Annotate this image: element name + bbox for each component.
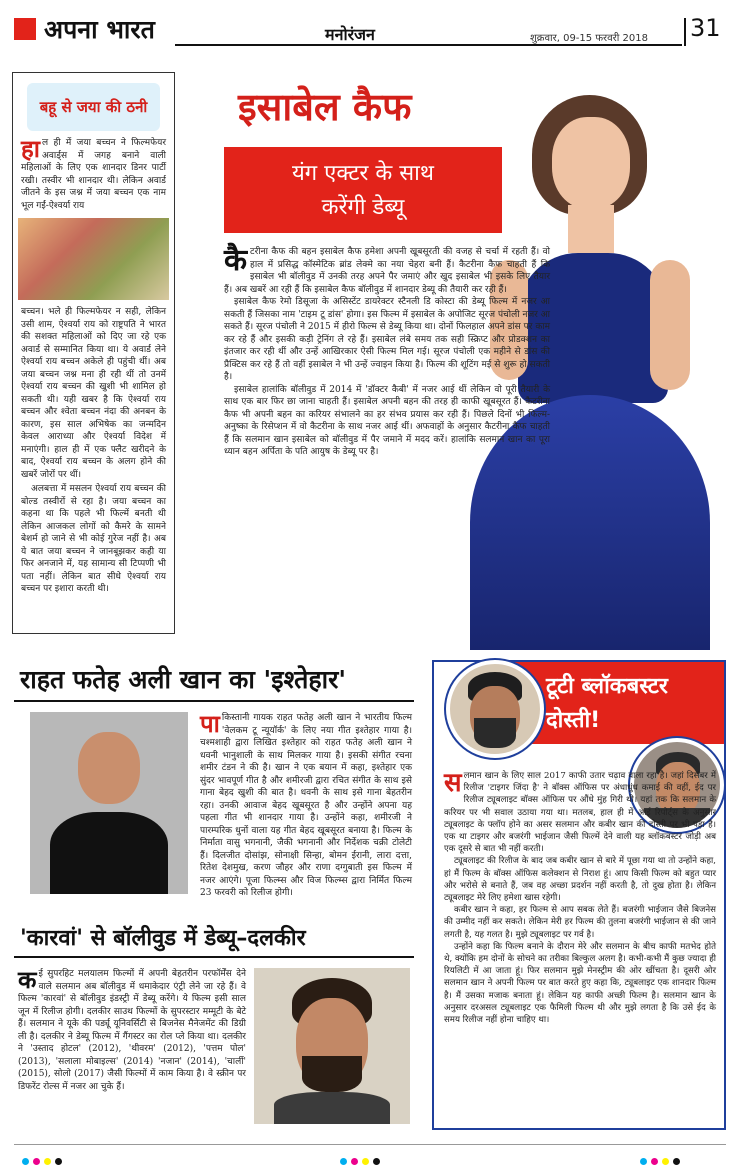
rahat-drop-cap: पा xyxy=(200,709,220,738)
footer-rule xyxy=(14,1144,726,1145)
main-story-para-2: इसाबेल कैफ रेमो डिसूजा के असिस्टेंट डायरेक्टर स्टैनली डि कोस्टा की डेब्यू फिल्म में नजर आ सकती हैं जिसका नाम 'टाइम टू डांस' होगा। इस फिल्म में इसाबेल के अपोजिट सूरज पंचोली नजर आ सकते हैं। सूरज पंचोली ने 2015 में हीरो फिल्म से डेब्यू किया था। दोनों फिलहाल अपने डांस पर काम कर रहे हैं और इसकी कड़ी ट्रेनिंग ले रहे हैं। इसाबेल लंबे समय तक सही स्क्रिप्ट और प्रोडक्शन का इंतजार कर रही थीं और उन्हें आखिरकार ऐसी फिल्म मिल गई। सूरज पंचोली एक महीने से डांस की प्रैक्टिस कर रहे हैं तो वहीं इसाबेल ने भी उन्हें ज्वाइन किया है। फिल्म की शूटिंग मई से शुरू हो सकती है। xyxy=(224,297,551,382)
jaya-party-photo xyxy=(18,218,169,300)
kabir-khan-photo xyxy=(446,660,544,758)
sidebar-box xyxy=(12,72,175,634)
sidebar-title-banner xyxy=(27,83,160,131)
main-story-subtitle-line-1: यंग एक्टर के साथ xyxy=(292,161,434,186)
salman-para-4: उन्होंने कहा कि फिल्म बनाने के दौरान मेरे और सलमान के बीच काफी मतभेद होते थे, क्योंकि हम दोनों के सोचने का तरीका बिल्कुल अलग है। कभी-कभी मैं कुछ ज्यादा ही रियलिटी में आ जाता हूं। फिर सलमान मुझे मेनस्ट्रीम की ओर खींचता है। दूसरी ओर सलमान खान ने अपनी फिल्म पर बात करते हुए कहा कि, ट्यूबलाइट एक शानदार फिल्म है। मैं उसका मजाक बनाता हूं। लेकिन यह काफी अच्छी फिल्म है। सलमान खान के अनुसार दरअसल ट्यूबलाइट एक फैमिली फिल्म थी और मुझे लगता है कि उसे ईद के समय रिलीज नहीं होना चाहिए था। xyxy=(444,941,716,1026)
sidebar-para-1: ल ही में जया बच्चन ने फिल्मफेयर अवार्ड्स में जगह बनाने वाली महिलाओं के लिए एक शानदार डिनर पार्टी रखी। तस्वीर भी शानदार थी। लेकिन अवार्ड जीतने के इस जश्न में जया बच्चन एक नाम भूल गईं-ऐश्वर्या राय xyxy=(21,138,166,211)
main-story-subtitle-box xyxy=(224,147,502,233)
sidebar-drop-cap: हा xyxy=(21,134,40,163)
page-number-divider xyxy=(684,18,686,46)
brand-name: अपना भारत xyxy=(44,15,155,44)
salman-drop-cap: स xyxy=(444,768,462,798)
rahat-title-rule xyxy=(14,700,414,702)
salman-title-line-1: टूटी ब्लॉकबस्टर xyxy=(546,674,668,699)
karwaan-drop-cap: क xyxy=(18,965,37,994)
rahat-story-body xyxy=(200,709,412,900)
brand-square-icon xyxy=(14,18,36,40)
main-story-drop-cap: कै xyxy=(224,243,248,278)
salman-para-2: ट्यूबलाइट की रिलीज के बाद जब कबीर खान से बारे में पूछा गया था तो उन्होंने कहा, हां मैं फिल्म के बॉक्स ऑफिस कलेक्शन से निराश हूं। आप किसी फिल्म को बहुत प्यार और भरोसे से बनाते हैं, जब वह अच्छा प्रदर्शन नहीं करती है, तो दुख होता है। लेकिन ट्यूबलाइट मेरे लिए हमेशा खास रहेगी। xyxy=(444,856,716,904)
header-rule xyxy=(175,44,682,46)
salman-story-body xyxy=(444,770,716,1026)
karwaan-story-title: 'कारवां' से बॉलीवुड में डेब्यू–दलकीर xyxy=(20,926,306,951)
main-story-title: इसाबेल कैफ xyxy=(238,85,412,129)
karwaan-story-body xyxy=(18,965,246,1093)
salman-title-line-2: दोस्ती! xyxy=(546,708,601,733)
rahat-story-text: किस्तानी गायक राहत फतेह अली खान ने भारतीय फिल्म 'वेलकम टू न्यूयॉर्क' के लिए नया गीत इश्तेहार गाया है। चश्मशाही द्वारा लिखित इश्तेहार को राहत फतेह अली खान ने धवनी भानुशाली के साथ मिलकर गाया है। इसकी संगीत रचना शमीर टंडन ने की है। खान ने एक बयान में कहा, इश्तेहार एक सुंदर भावपूर्ण गीत है और शमीरजी द्वारा रचित संगीत के साथ इसे गाना बेहद खुशी की बात है। धवनी के साथ इसे गाना बेहतरीन रहा। उनकी आवाज बेहद खूबसूरत है और उन्होंने अपना यह पहला गीत भी शानदार गाया है। उन्होंने कहा, शमीरजी ने पारम्परिक धुनों वाला यह गीत बेहद खूबसूरत बनाया है। फिल्म के निर्माता वासु भगनानी, जैकी भगनानी और निर्देशक चक्री टोलेटी हैं। दिलजीत दोसांझ, सोनाक्षी सिन्हा, बोमन ईरानी, लारा दत्ता, रितेश देशमुख, करण जौहर और राणा दग्गुबाती इस फिल्म में नजर आएंगे। पूजा फिल्म्स और विज फिल्म्स द्वारा निर्मित फिल्म 23 फरवरी को रिलीज होगी। xyxy=(200,713,412,898)
main-story-para-3: इसाबेल हालांकि बॉलीवुड में 2014 में 'डॉक्टर कैबी' में नजर आई थीं लेकिन वो पूरी तैयारी के साथ एक बार फिर छा जाना चाहती हैं। इसाबेल अपनी बहन की तरह ही काफी खूबसूरत हैं। कैटरीना कैफ भी अपनी बहन का करियर संभालने का हर संभव प्रयास कर रही हैं। पिछले दिनों भी फिल्म-अनुष्का के रिसेप्शन में वो कैटरीना के साथ नजर आई थीं। अफवाहों के अनुसार कैटरीना कैफ चाहती हैं कि सलमान खान इसाबेल को बॉलीवुड में पैर जमाने में मदद करें। हालांकि सलमान खान का पूरा ध्यान बहन अर्पिता के पति आयुष के डेब्यू पर है। xyxy=(224,384,550,457)
main-story-body xyxy=(224,243,551,459)
salman-para-1: लमान खान के लिए साल 2017 काफी उतार चढ़ाव वाला रहा है। जहां दिसंबर में रिलीज 'टाइगर जिंदा है' ने बॉक्स ऑफिस पर अंधाधुंध कमाई की वहीं, ईद पर रिलीज ट्यूबलाइट बॉक्स ऑफिस पर औंधे मुंह गिरी थी। यहां तक कि सलमान के करियर पर भी सवाल उठाया गया था। मतलब, हाल ही में आई रिपोर्ट्स के अनुसार ट्यूबलाइट के फ्लॉप होने का असर सलमान और कबीर खान की दोस्ती पर भी पड़ा है। एक था टाइगर और बजरंगी भाईजान जैसी फिल्में देने वाली यह ब्लॉकबस्टर जोड़ी अब एक दूसरे से बात भी नहीं करती। xyxy=(444,771,716,855)
sidebar-intro xyxy=(21,134,166,212)
rahat-story-title: राहत फतेह अली खान का 'इश्तेहार' xyxy=(20,665,346,694)
main-story-subtitle-line-2: करेंगी डेब्यू xyxy=(321,195,405,220)
rahat-fateh-ali-khan-photo xyxy=(30,712,188,894)
karwaan-story-text: ई सुपरहिट मलयालम फिल्मों में अपनी बेहतरीन परफॉर्मेंस देने वाले सलमान अब बॉलीवुड में धमाकेदार एंट्री लेने जा रहे हैं। वे फिल्म 'कारवां' से बॉलीवुड इंडस्ट्री में डेब्यू करेंगे। ये फिल्म इसी साल जून में रिलीज होगी। दलकीर साउथ फिल्मों के सुपरस्टार मम्मूटी के बेटे हैं। सलमान ने यूके की पर्ड्यू यूनिवर्सिटी से बिजनेस मैनेजमेंट की डिग्री ली है। दलकीर ने डेब्यू फिल्म में गैंगस्टर का रोल प्ले किया था। दलकीर ने 'उस्ताद होटल' (2012), 'थीवरम' (2012), 'पत्तम पोल' (2013), 'सलाला मोबाइल्स' (2014) 'नजान' (2014), 'चार्ली' (2015), सोलो (2017) जैसी फिल्मों में काम किया है। वे स्क्रीन पर डिफरेंट रोल्स में नजर आ चुके हैं। xyxy=(18,969,246,1092)
color-registration-marks-center xyxy=(340,1150,384,1169)
dulquer-salmaan-photo xyxy=(254,968,410,1124)
sidebar-title: बहू से जया की ठनी xyxy=(39,98,148,116)
page-number: 31 xyxy=(690,14,721,42)
color-registration-marks-right xyxy=(640,1150,684,1169)
main-story-para-1: टरीना कैफ की बहन इसाबेल कैफ हमेशा अपनी खूबसूरती की वजह से चर्चा में रहती हैं। वो हाल में प्रसिद्ध कॉस्मेटिक ब्रांड लेक्मे का नया चेहरा बनी हैं। कैटरीना कैफ चाहती हैं कि इसाबेल भी बॉलीवुड में उनकी तरह अपने पैर जमाएं और खुद इसाबेल भी इसके लिए तैयार हैं। अब खबरें आ रही हैं कि इसाबेल कैफ बॉलीवुड में शानदार डेब्यू की तैयारी कर रही हैं। xyxy=(224,247,550,295)
color-registration-marks-left xyxy=(22,1150,66,1169)
sidebar-para-2: बच्चन। भले ही फिल्मफेयर न सही, लेकिन उसी शाम, ऐश्वर्या राय को राष्ट्रपति ने भारत की सशक्त महिलाओं को दिए जा रहे एक अवार्ड से सम्मानित किया था। ये अवार्ड लेने ऐश्वर्या राय बच्चन अकेले ही पहुंची थीं। अब जया बच्चन जश्न मना ही रही थीं तो उनमें ऐश्वर्या राय बच्चन की खुशी भी शामिल हो सकती थी। यही खबर है कि ऐश्वर्या राय बच्चन और श्वेता बच्चन नंदा की अनबन के कारण, इस साल अभिषेक का जन्मदिन केवल आराध्या और ऐश्वर्या विदेश में मनाएंगी। हाल ही में एक फ्लैट खरीदने के बाद, ऐश्वर्या राय बच्चन के अलग होने की खबरें जोरों पर थीं। xyxy=(21,307,166,480)
issue-date: शुक्रवार, 09-15 फरवरी 2018 xyxy=(530,33,648,44)
salman-para-3: कबीर खान ने कहा, हर फिल्म से आप सबक लेते हैं। बजरंगी भाईजान जैसे बिजनेस की उम्मीद नहीं कर सकते। लेकिन मेरी हर फिल्म की तुलना बजरंगी भाईजान से की जाने लगती है, यह गलत है। मुझे ट्यूबलाइट पर गर्व है। xyxy=(444,905,716,940)
karwaan-title-rule xyxy=(14,956,414,958)
section-name: मनोरंजन xyxy=(325,25,375,44)
sidebar-para-3: अलबत्ता में मसलन ऐश्वर्या राय बच्चन की बोल्ड तस्वीरों से रहा है। जया बच्चन का कहना था कि पहले भी फिल्में बनती थी लेकिन आजकल लोगों को कैमरे के सामने बेशर्म हो जाने से भी कोई गुरेज नहीं है। अब ये बात जया बच्चन ने जानबूझकर कही या फिर अनजाने में, यह सामान्य सी टिप्पणी भी पता नहीं। लेकिन बात सीधे ऐश्वर्या राय बच्चन पर इशारा करती थी। xyxy=(21,484,166,594)
